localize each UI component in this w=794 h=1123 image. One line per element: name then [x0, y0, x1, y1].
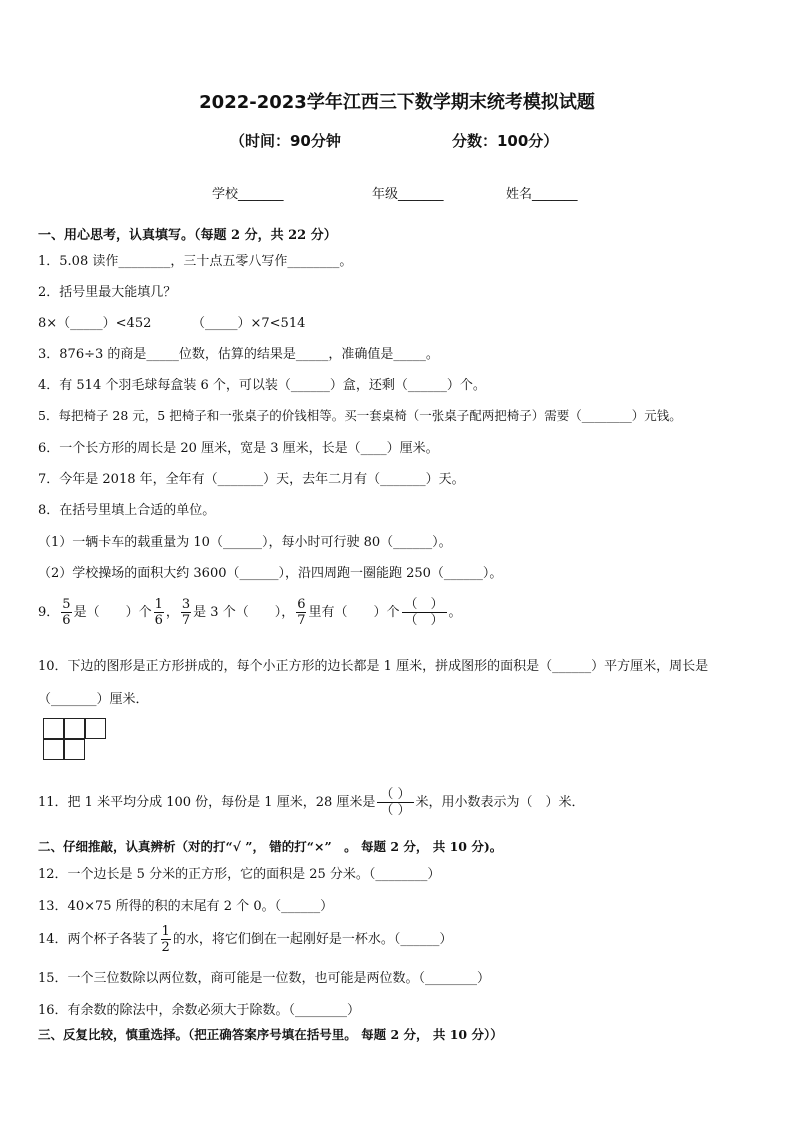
question-12: 12．一个边长是 5 分米的正方形，它的面积是 25 分米。（________） [38, 867, 441, 882]
question-3: 3．876÷3 的商是_____位数，估算的结果是_____，准确值是_____。 [38, 347, 439, 362]
q1-blank-2: ________ [287, 254, 340, 269]
fraction-blank: $\frac{( )}{( )}$ [402, 597, 447, 628]
square-cell [85, 718, 106, 739]
q9-text-4: 里有（ ）个 [308, 605, 400, 620]
question-9 [38, 597, 462, 628]
question-5: 5．每把椅子 28 元，5 把椅子和一张桌子的价钱相等。买一套桌椅（一张桌子配两把椅子）需要（________）元钱。 [38, 408, 682, 423]
question-2a: 8×（_____）<452 [38, 316, 152, 331]
section-3-heading: 三、反复比较，慎重选择。（把正确答案序号填在括号里。 每题 2 分， 共 10 分）） [38, 1027, 503, 1042]
square-figure [43, 718, 107, 761]
q14-text-b: 的水，将它们倒在一起刚好是一杯水。（______） [172, 932, 453, 947]
q9-text-1: 是（ ）个 [73, 605, 152, 620]
q1-text-c: ，三十点五零八写作 [170, 254, 288, 269]
question-16: 16．有余数的除法中，余数必须大于除数。（________） [38, 1003, 361, 1018]
q9-number: 9． [38, 605, 60, 620]
time-label: （时间：90分钟 [230, 132, 341, 150]
name-field: 姓名_______ [506, 187, 578, 202]
fraction-1-2: $\frac{1}{2}$ [161, 924, 170, 955]
question-1 [38, 250, 352, 269]
question-8-2: （2）学校操场的面积大约 3600（______），沿四周跑一圈能跑 250（______）。 [38, 566, 503, 581]
question-14 [38, 925, 452, 954]
section-1-heading: 一、用心思考，认真填写。（每题 2 分，共 22 分） [38, 228, 337, 243]
q1-text-e: 。 [339, 254, 353, 269]
question-4: 4．有 514 个羽毛球每盒装 6 个，可以装（______）盒，还剩（______）个。 [38, 378, 486, 393]
q14-text-a: 14．两个杯子各装了 [38, 932, 159, 947]
q9-text-5: 。 [448, 605, 462, 620]
fraction-1-6: $\frac{1}{6}$ [154, 597, 163, 628]
question-2b: （_____）×7<514 [192, 316, 306, 331]
q9-text-2: ， [165, 605, 179, 620]
page-title: 2022-2023学年江西三下数学期末统考模拟试题 [199, 92, 595, 113]
score-label: 分数：100分） [452, 132, 559, 150]
question-8: 8．在括号里填上合适的单位。 [38, 503, 216, 518]
square-cell [64, 739, 85, 760]
fraction-5-6: $\frac{5}{6}$ [62, 597, 71, 628]
q11-text-a: 11．把 1 米平均分成 100 份，每份是 1 厘米，28 厘米是 [38, 795, 376, 810]
q1-text-a: 1．5.08 读作 [38, 254, 119, 269]
question-10-line-2: （_______）厘米． [38, 692, 149, 707]
question-2: 2．括号里最大能填几？ [38, 285, 177, 300]
fraction-6-7: $\frac{6}{7}$ [297, 597, 306, 628]
square-cell [43, 739, 64, 760]
question-6: 6．一个长方形的周长是 20 厘米，宽是 3 厘米，长是（____）厘米。 [38, 441, 439, 456]
question-11 [38, 787, 585, 818]
square-cell [64, 718, 85, 739]
fraction-blank: $\frac{( )}{( )}$ [377, 787, 413, 818]
q9-text-3: 是 3 个（ ）， [193, 605, 295, 620]
q1-blank-1: ________ [118, 254, 171, 269]
school-field: 学校_______ [212, 187, 284, 202]
grade-field: 年级_______ [372, 187, 444, 202]
question-7: 7．今年是 2018 年，全年有（_______）天，去年二月有（_______）天。 [38, 472, 465, 487]
q11-text-b: 米，用小数表示为（ ）米． [415, 795, 585, 810]
question-13: 13．40×75 所得的积的末尾有 2 个 0。（______） [38, 899, 334, 914]
question-8-1: （1）一辆卡车的载重量为 10（______），每小时可行驶 80（______）。 [38, 535, 452, 550]
question-10-line-1: 10．下边的图形是正方形拼成的，每个小正方形的边长都是 1 厘米，拼成图形的面积是（______）平方厘米，周长是 [38, 659, 709, 674]
square-cell [43, 718, 64, 739]
fraction-3-7: $\frac{3}{7}$ [181, 597, 191, 628]
question-15: 15．一个三位数除以两位数，商可能是一位数，也可能是两位数。（________） [38, 971, 491, 986]
section-2-heading: 二、仔细推敲，认真辨析（对的打“√ ”， 错的打“×” 。 每题 2 分， 共 10 分)。 [38, 839, 503, 854]
